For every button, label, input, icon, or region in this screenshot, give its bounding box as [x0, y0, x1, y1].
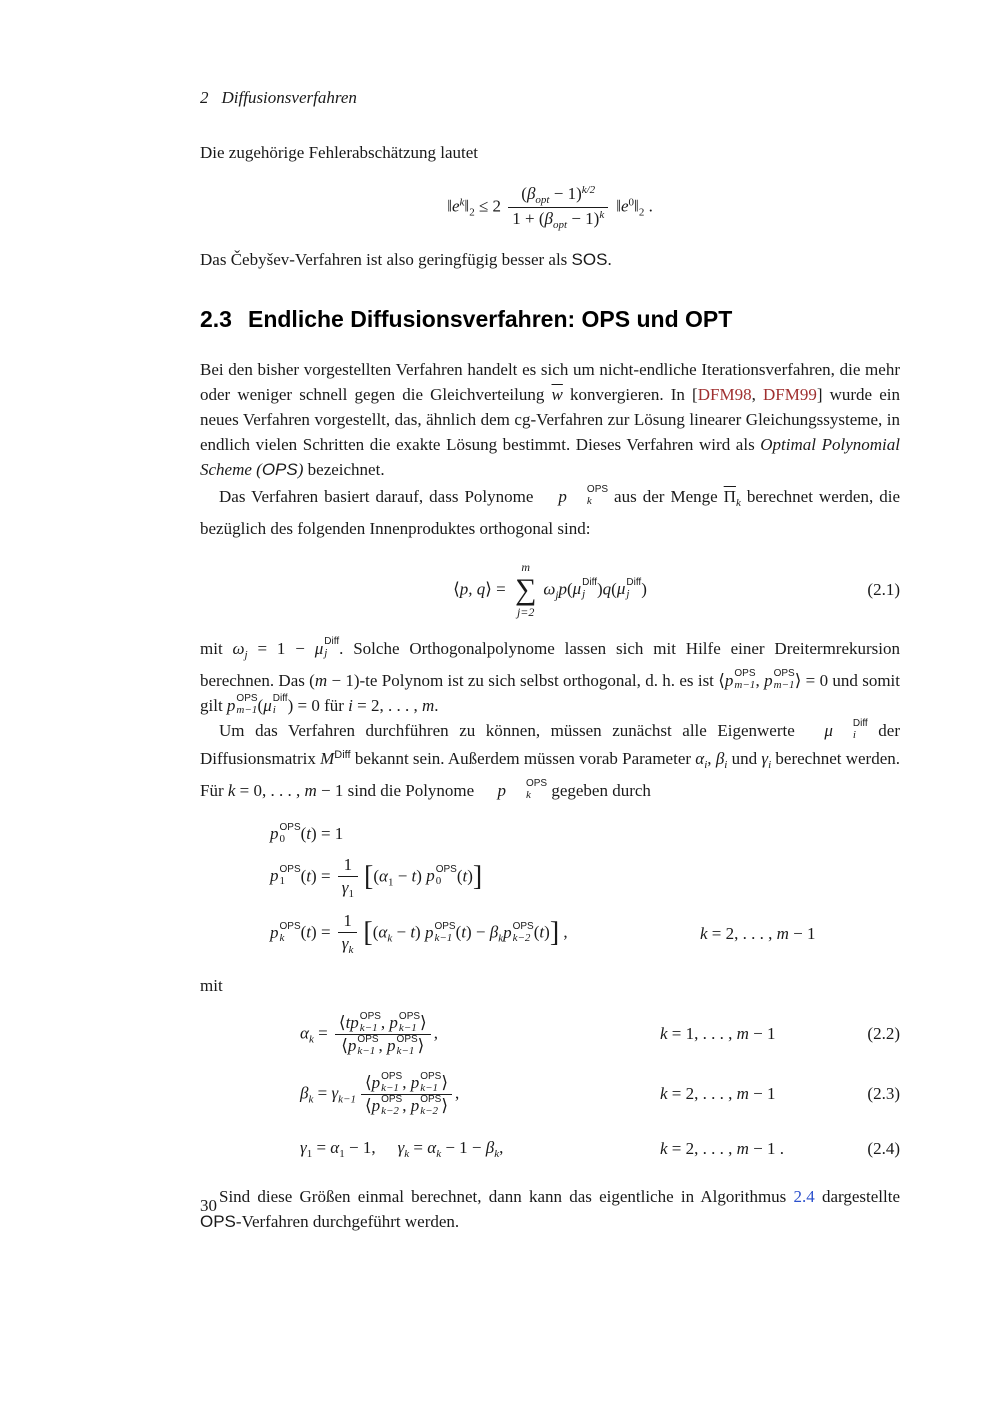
text-token: ) =	[311, 866, 335, 886]
equation-2-2-condition	[660, 1024, 776, 1044]
text-token: = 1 −	[247, 638, 315, 658]
text-token: berechnet werden, die bezüglich des folgenden Innenproduktes orthogonal sind:	[200, 486, 900, 538]
section-number: 2.3	[200, 305, 232, 332]
text-token: ,	[402, 1095, 411, 1115]
text-token: −	[392, 922, 411, 942]
sub-token: i	[724, 758, 728, 771]
text-token: −	[393, 866, 412, 886]
text-token: t	[306, 922, 312, 942]
text-token: β	[715, 748, 725, 768]
text-token: Bei den bisher vorgestellten Verfahren handelt es sich um nicht-endliche Iterationsverfahren, die mehr oder weniger schnell gegen die Gleichverteilung	[200, 359, 900, 404]
equation-2-3-main	[300, 1072, 459, 1117]
ss-token: p OPS k−2	[371, 1094, 403, 1118]
text-token: SOS	[571, 249, 608, 269]
text-token: = 0, . . . ,	[235, 780, 305, 800]
frac-token	[335, 1012, 431, 1057]
text-token: − 1	[788, 923, 816, 943]
text-token: (	[533, 922, 540, 942]
text-token: ⟨	[364, 1072, 372, 1092]
text-token: $\overline{\Pi}$	[723, 486, 736, 506]
sup-token: k	[459, 196, 465, 209]
text-token: (	[566, 579, 573, 599]
text-token: ) = 1	[311, 823, 344, 843]
sub-token: k	[308, 1033, 314, 1046]
recursion-line-2-main	[270, 854, 482, 901]
algorithm-2-4-link[interactable]: 2.4	[793, 1187, 815, 1207]
frac-token	[361, 1072, 452, 1117]
text-token: − 1,	[344, 1138, 376, 1158]
text-token: -Verfahren durchgeführt werden.	[235, 1212, 460, 1232]
page-number: 30	[200, 1196, 217, 1215]
text-token: ‖	[616, 196, 621, 216]
ss-token: p OPS k−2	[503, 920, 534, 944]
equation-tag-2-2: (2.2)	[867, 1024, 900, 1044]
text-token: e	[451, 196, 460, 216]
text-token: (	[456, 866, 463, 886]
text-token: (	[611, 579, 617, 599]
text-token: Das Čebyšev-Verfahren ist also geringfügig besser als	[200, 249, 572, 269]
sub-token: j	[555, 589, 559, 602]
text-token: ω	[543, 579, 556, 599]
text-token: k	[227, 780, 236, 800]
text-token: ,	[559, 922, 568, 942]
text-token: α	[330, 1138, 340, 1158]
text-token: )	[415, 922, 425, 942]
frac-token	[508, 183, 608, 233]
text-token: = 2, . . . ,	[667, 1139, 737, 1159]
text-token: (	[257, 695, 264, 715]
sub-token: k	[498, 932, 504, 945]
text-token: ,	[755, 670, 765, 690]
equation-2-3	[200, 1070, 900, 1118]
text-token: ]	[472, 860, 483, 892]
text-token: )	[297, 459, 304, 479]
text-token: gegeben durch	[547, 780, 651, 800]
text-token: $\overline{w}$	[551, 384, 563, 404]
text-token: [	[363, 860, 374, 892]
text-token: Sind diese Größen einmal berechnet, dann kann das eigentliche in Algorithmus	[219, 1187, 794, 1207]
text-token: )	[467, 866, 473, 886]
sub-token: k	[308, 1093, 314, 1106]
text-token: )	[597, 579, 603, 599]
text-token: ]	[549, 917, 560, 949]
text-token: mit	[200, 638, 233, 658]
text-token: − 1 .	[748, 1139, 785, 1159]
equation-2-4	[200, 1134, 900, 1164]
text-token: Um das Verfahren durchführen zu können, müssen zunächst alle Eigenwerte	[219, 720, 806, 740]
recursion-line-3-main	[270, 910, 568, 957]
text-token: β	[526, 184, 536, 203]
recursion-line-3	[200, 910, 900, 957]
text-token: t	[306, 866, 312, 886]
text-token: =	[313, 1083, 332, 1103]
ss-token: p OPS m−1	[764, 668, 795, 692]
text-token: )	[416, 866, 427, 886]
ss-token: p OPS k−2	[410, 1094, 442, 1118]
text-token: (	[521, 184, 527, 203]
running-header	[200, 88, 900, 108]
text-token: dargestellte	[814, 1187, 900, 1207]
text-token: . Solche Orthogonalpolynome lassen sich mit Hilfe einer Dreitermrekursion berechnen. Das (	[200, 638, 900, 690]
sub-token: k	[494, 1148, 500, 1161]
text-token: ,	[378, 1035, 388, 1055]
text-token: ‖	[634, 196, 639, 216]
sub-token: k	[348, 944, 354, 957]
text-token: OPS	[200, 1212, 236, 1232]
text-token: und	[727, 748, 762, 768]
recursion-line-2	[200, 854, 900, 901]
text-token: t	[410, 922, 416, 942]
text-token: k	[660, 1139, 668, 1159]
equation-error-estimate	[200, 183, 900, 233]
text-token: t	[306, 823, 312, 843]
recursion-line-3-condition	[700, 924, 816, 944]
text-token: t	[345, 1012, 351, 1032]
text-token: m	[304, 780, 317, 800]
ss-token: p OPS 0	[426, 864, 457, 888]
text-token: ,	[707, 748, 716, 768]
text-token: β	[300, 1083, 309, 1103]
intro-text: Die zugehörige Fehlerabschätzung lautet	[200, 143, 479, 162]
text-token: ,	[455, 1083, 460, 1103]
text-token: m	[776, 923, 789, 943]
paragraph-mit-omega	[200, 636, 900, 718]
text-token: ] wurde ein neues Verfahren vorgestellt, das, ähnlich dem cg-Verfahren zur Lösung linearer Gleichungssysteme, in endlich vielen Schritten die exakte Lösung bestimmt. Dieses Verfahren wird als	[200, 384, 901, 454]
sup-token: k	[599, 209, 605, 222]
ss-token: μ Diff j	[314, 636, 340, 660]
text-token: = 2, . . . ,	[352, 695, 422, 715]
text-token: ⟩	[417, 1035, 425, 1055]
equation-2-2	[200, 1010, 900, 1058]
ss-token: p OPS k−1	[347, 1034, 379, 1058]
text-token: ≤ 2	[474, 196, 506, 216]
text-token: )	[544, 922, 550, 942]
text-token: m	[736, 1139, 749, 1159]
text-token: β	[485, 1138, 495, 1158]
text-token: = 2, . . . ,	[707, 923, 777, 943]
ss-token: p OPS k	[270, 920, 301, 944]
content	[200, 0, 900, 1234]
text-token: 1	[343, 854, 353, 874]
text-token: i	[348, 695, 353, 715]
text-token: (	[373, 866, 379, 886]
section-heading	[200, 306, 900, 333]
text-token: ⟨	[453, 579, 460, 599]
sub-token: k	[735, 496, 741, 509]
text-token: aus der Menge	[608, 486, 724, 506]
sub-token: k−1	[338, 1093, 356, 1106]
text-token: =	[409, 1138, 428, 1158]
paragraph-cheby	[200, 247, 900, 272]
sum-token: m ∑ j=2	[514, 559, 537, 619]
text-token: m	[736, 1084, 749, 1104]
text-token: p	[558, 579, 567, 599]
equation-2-4-main	[300, 1138, 503, 1160]
text-token: p, q	[459, 579, 486, 599]
text-token: − 1)-te Polynom ist zu sich selbst orthogonal, d. h. es ist	[327, 670, 719, 690]
text-token: α	[695, 748, 705, 768]
ss-token: μ Diff j	[616, 577, 642, 601]
text-token: − 1)	[549, 184, 582, 203]
text-token: ⟩ = 0 und somit gilt	[200, 670, 900, 715]
sub-token: j	[244, 648, 248, 661]
ss-token: p OPS k	[558, 484, 609, 508]
sub-token: 1	[306, 1148, 313, 1161]
ss-token: μ Diff j	[572, 577, 597, 601]
equation-2-4-condition	[660, 1139, 784, 1159]
ss-token: p OPS k	[497, 778, 548, 802]
text-token: ⟨	[364, 1095, 372, 1115]
ss-token: μ Diff i	[824, 718, 868, 742]
text-token: (	[372, 922, 379, 942]
text-token: e	[620, 196, 629, 216]
text-token: t	[411, 866, 417, 886]
sub-token: k	[404, 1148, 410, 1161]
text-token: ω	[232, 638, 245, 658]
text-token: k	[660, 1024, 668, 1044]
text-token: .	[434, 695, 439, 715]
section-title: Endliche Diffusionsverfahren: OPS und OPT	[247, 305, 733, 332]
text-token: ,	[499, 1138, 504, 1158]
text-token: k	[700, 923, 708, 943]
equation-2-1	[200, 561, 900, 620]
text-token: − 1	[748, 1024, 776, 1044]
text-token: t	[539, 922, 545, 942]
sub-token: 1	[348, 887, 354, 900]
text-token: = 2, . . . ,	[667, 1084, 737, 1104]
text-token: γ	[341, 877, 349, 897]
chapter-number: 2	[200, 88, 209, 107]
ss-token: p OPS k−1	[410, 1070, 442, 1094]
ss-token: p OPS k−1	[424, 920, 456, 944]
text-token: ⟩	[420, 1012, 427, 1032]
citation-dfm98[interactable]: DFM98	[697, 384, 752, 404]
text-token: bekannt sein. Außerdem müssen vorab Parameter	[350, 748, 696, 768]
recursion-equations	[200, 823, 900, 958]
text-token: ) = 0 für	[287, 695, 349, 715]
sub-token: 1	[339, 1148, 345, 1161]
text-token: β	[489, 922, 499, 942]
sub-token: k	[436, 1148, 442, 1161]
text-token: γ	[300, 1138, 307, 1158]
recursion-line-1-main	[270, 823, 343, 845]
text-token: ⟩	[441, 1072, 448, 1092]
text-token: = 1, . . . ,	[667, 1024, 737, 1044]
sup-token: 0	[628, 196, 635, 209]
text-token: ,	[380, 1012, 390, 1032]
sub-token: 2	[469, 206, 475, 219]
text-token: ) −	[466, 922, 490, 942]
text-token: ⟨	[718, 670, 725, 690]
mit-text: mit	[200, 976, 223, 996]
ss-token: p OPS m−1	[724, 668, 756, 692]
sub-token: 1	[387, 876, 394, 889]
text-token: − 1 sind die Polynome	[316, 780, 479, 800]
text-token: (	[455, 922, 462, 942]
paragraph-bei	[200, 357, 900, 482]
text-token: ,	[433, 1023, 438, 1043]
text-token: t	[461, 922, 466, 942]
frac-token	[338, 910, 358, 957]
text-token: ) =	[311, 922, 335, 942]
paragraph-sind	[200, 1184, 900, 1234]
text-token: .	[607, 249, 612, 269]
text-token: k	[660, 1084, 668, 1104]
text-token: γ	[331, 1083, 339, 1103]
text-token: − 1)	[567, 209, 600, 229]
text-token: 1	[343, 911, 352, 931]
text-token: ⟨	[341, 1035, 348, 1055]
equation-tag-2-4: (2.4)	[867, 1139, 900, 1159]
ss-token: p OPS 0	[270, 821, 301, 845]
ss-token: p OPS m−1	[226, 693, 258, 717]
text-token: α	[427, 1138, 437, 1158]
sup-token: k/2	[581, 184, 596, 196]
paragraph-das	[200, 484, 900, 541]
text-token: (	[300, 823, 307, 843]
text-token: der Diffusionsmatrix	[200, 720, 900, 768]
text-token: ⟩	[441, 1095, 448, 1115]
text-token: [	[363, 917, 373, 949]
ss-token: μ Diff i	[263, 693, 288, 717]
text-token: α	[378, 922, 388, 942]
text-token: m	[314, 670, 328, 690]
text-token: ,	[751, 384, 763, 404]
text-token: OPS	[261, 459, 298, 479]
chapter-title: Diffusionsverfahren	[221, 88, 357, 107]
text-token: )	[641, 579, 647, 599]
text-token: γ	[341, 934, 349, 954]
sub-token: opt	[553, 219, 568, 232]
equation-error-main	[447, 183, 653, 233]
text-token: =	[312, 1138, 331, 1158]
ss-token: p OPS k−1	[389, 1010, 421, 1034]
ss-token: p OPS k−1	[350, 1010, 381, 1034]
text-token: γ	[761, 748, 769, 768]
text-token: bezeichnet.	[303, 459, 385, 479]
text-token: m	[422, 695, 435, 715]
sub-token: i	[768, 758, 772, 771]
equation-2-3-condition	[660, 1084, 776, 1104]
text-token: .	[644, 196, 653, 216]
text-token: Das Verfahren basiert darauf, dass Polynome	[219, 486, 540, 506]
ss-token: p OPS k−1	[371, 1070, 403, 1094]
text-token: (	[300, 922, 307, 942]
ss-token: p OPS 1	[270, 864, 301, 888]
text-token: M	[320, 748, 335, 768]
sub-token: 2	[638, 206, 645, 219]
equation-tag-2-3: (2.3)	[867, 1084, 900, 1104]
ss-token: p OPS k−1	[387, 1034, 418, 1058]
text-token: − 1	[748, 1084, 776, 1104]
text-token: ,	[402, 1072, 411, 1092]
sub-token: opt	[535, 194, 550, 206]
text-token: − 1 −	[441, 1138, 486, 1158]
equation-2-1-main	[453, 561, 647, 620]
text-token: =	[313, 1023, 332, 1043]
equation-tag-2-1: (2.1)	[867, 580, 900, 600]
text-token: γ	[397, 1138, 405, 1158]
text-token: t	[462, 866, 468, 886]
text-token: konvergieren. In [	[562, 384, 698, 404]
text-token: ⟨	[338, 1012, 346, 1032]
text-token: ‖	[447, 196, 452, 216]
sub-token: k	[387, 932, 393, 945]
text-token: m	[736, 1024, 749, 1044]
text-token: α	[300, 1023, 309, 1043]
text-token: (	[300, 866, 307, 886]
text-token: 1 + (	[512, 209, 545, 229]
paragraph-um	[200, 718, 900, 803]
text-token: ‖	[464, 196, 470, 216]
recursion-line-1	[200, 823, 900, 845]
text-token: berechnet werden. Für	[200, 748, 901, 800]
citation-dfm99[interactable]: DFM99	[762, 384, 817, 404]
text-token: Optimal Polynomial Scheme (	[200, 434, 900, 479]
sup-token: Diff	[334, 748, 351, 761]
frac-token	[338, 854, 358, 901]
text-token: q	[602, 579, 612, 599]
text-token: ⟩ =	[485, 579, 510, 599]
text-token: β	[544, 209, 553, 229]
text-token: α	[379, 866, 388, 886]
equation-2-2-main	[300, 1012, 438, 1057]
sub-token: i	[704, 758, 708, 771]
